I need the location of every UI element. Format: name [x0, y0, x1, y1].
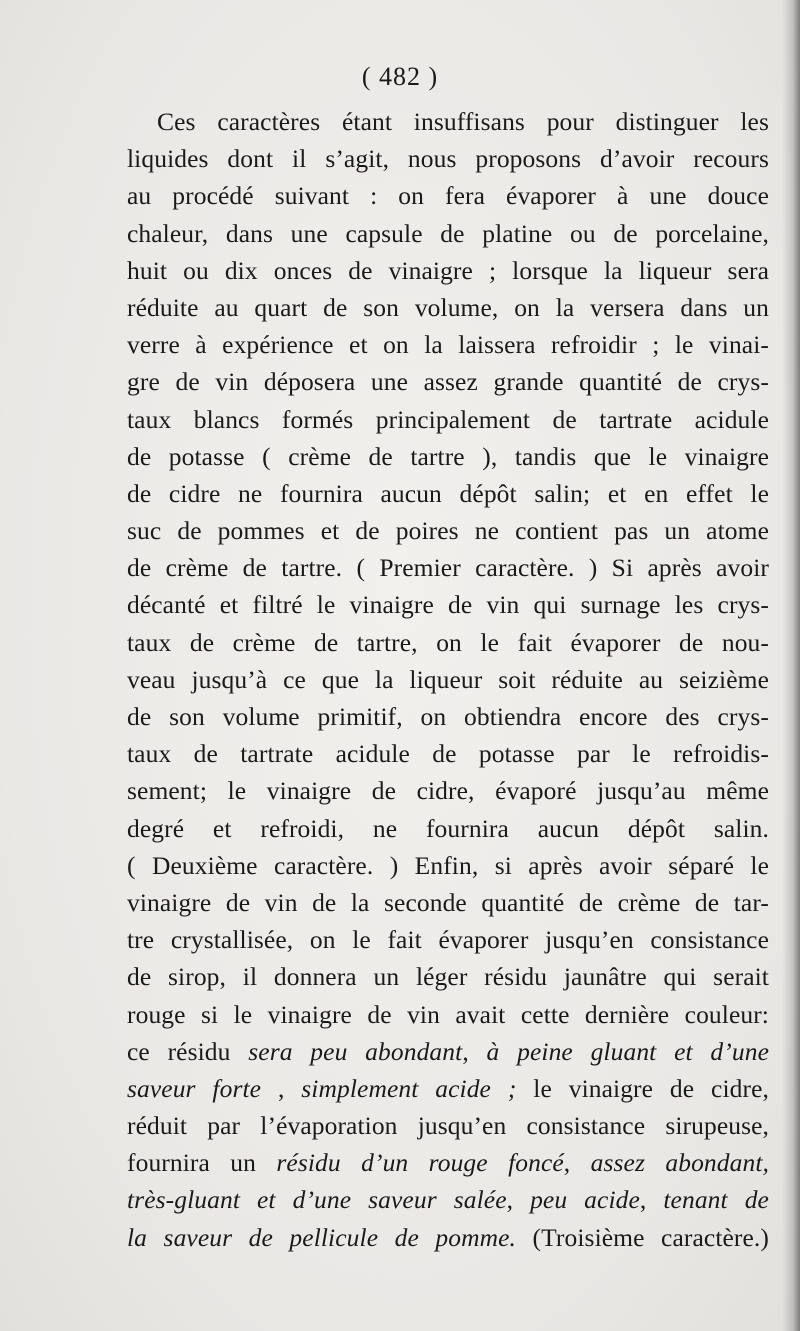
- text-line: suc de pommes et de poires ne contient pas un atome: [127, 516, 769, 546]
- text-line: taux de crème de tartre, on le fait évaporer de nou-: [127, 627, 769, 657]
- italic-run: à peine gluant et d’une: [486, 1036, 769, 1066]
- text-line: de potasse ( crème de tartre ), tandis que le vinaigre: [127, 441, 769, 471]
- text-line: de son volume primitif, on obtiendra encore des crys-: [127, 702, 769, 731]
- text-line: de crème de tartre. ( Premier caractère. ) Si après avoir: [127, 553, 769, 583]
- text-line: ( Deuxième caractère. ) Enfin, si après avoir séparé le: [127, 850, 769, 880]
- text-run: ,: [462, 1036, 487, 1066]
- text-run: ,: [639, 1185, 664, 1215]
- text-line: [127, 1144, 769, 1181]
- text-line: décanté et filtré le vinaigre de vin qui surnage les crys-: [127, 590, 769, 620]
- text-run: ,: [563, 1148, 591, 1178]
- text-line: gre de vin déposera une assez grande quantité de crys-: [127, 367, 769, 397]
- text-line: [127, 1181, 769, 1218]
- text-line: de cidre ne fournira aucun dépôt salin; et en effet le: [127, 478, 769, 508]
- text-run: fournira un: [127, 1148, 277, 1178]
- text-run: ce résidu: [127, 1036, 249, 1066]
- text-run: réduit par l’évaporation jusqu’en consistance sirupeuse,: [127, 1111, 769, 1141]
- text-line: rouge si le vinaigre de vin avait cette dernière couleur:: [127, 999, 769, 1029]
- text-line: verre à expérience et on la laissera refroidir ; le vinai-: [127, 330, 769, 360]
- body-text: [127, 103, 769, 1256]
- text-line: taux blancs formés principalement de tartrate acidule: [127, 404, 769, 434]
- text-line: taux de tartrate acidule de potasse par le refroidis-: [127, 739, 769, 769]
- text-run: ,: [261, 1073, 302, 1103]
- italic-run: peu acide: [530, 1185, 640, 1215]
- italic-run: simplement acide ;: [301, 1073, 517, 1103]
- page-edge-shadow: [782, 0, 800, 1331]
- text-line: degré et refroidi, ne fournira aucun dépôt salin.: [127, 813, 769, 843]
- italic-run: la saveur de pellicule de pomme.: [127, 1222, 517, 1252]
- page-number: ( 482 ): [361, 62, 439, 91]
- text-line: huit ou dix onces de vinaigre ; lorsque la liqueur sera: [127, 255, 769, 285]
- text-line: tre crystallisée, on le fait évaporer jusqu’en consistance: [127, 925, 769, 955]
- italic-run: sera peu abondant: [248, 1036, 463, 1066]
- italic-run: saveur forte: [127, 1073, 262, 1103]
- text-line: [127, 1107, 769, 1144]
- text-line: vinaigre de vin de la seconde quantité de crème de tar-: [127, 887, 769, 917]
- text-line: réduite au quart de son volume, on la versera dans un: [127, 292, 769, 322]
- text-run: (Troisième caractère.): [516, 1222, 769, 1252]
- text-line: [127, 1033, 769, 1070]
- text-line: [127, 1070, 769, 1107]
- text-run: ,: [506, 1185, 531, 1215]
- italic-run: tenant de: [663, 1185, 769, 1215]
- text-line: [127, 1219, 769, 1256]
- italic-run: très-gluant et d’une saveur salée: [127, 1185, 507, 1215]
- italic-run: résidu d’un rouge foncé: [276, 1148, 564, 1178]
- text-line: de sirop, il donnera un léger résidu jaunâtre qui serait: [127, 962, 769, 992]
- text-line: sement; le vinaigre de cidre, évaporé jusqu’au même: [127, 776, 769, 806]
- text-line: Ces caractères étant insuffisans pour distinguer les: [157, 107, 769, 136]
- text-line: veau jusqu’à ce que la liqueur soit réduite au seizième: [127, 664, 769, 694]
- text-line: chaleur, dans une capsule de platine ou de porcelaine,: [127, 218, 769, 248]
- italic-run: assez abondant,: [590, 1148, 769, 1178]
- text-run: le vinaigre de cidre,: [516, 1073, 769, 1103]
- text-line: liquides dont il s’agit, nous proposons d’avoir recours: [127, 144, 769, 174]
- text-line: au procédé suivant : on fera évaporer à une douce: [127, 181, 769, 211]
